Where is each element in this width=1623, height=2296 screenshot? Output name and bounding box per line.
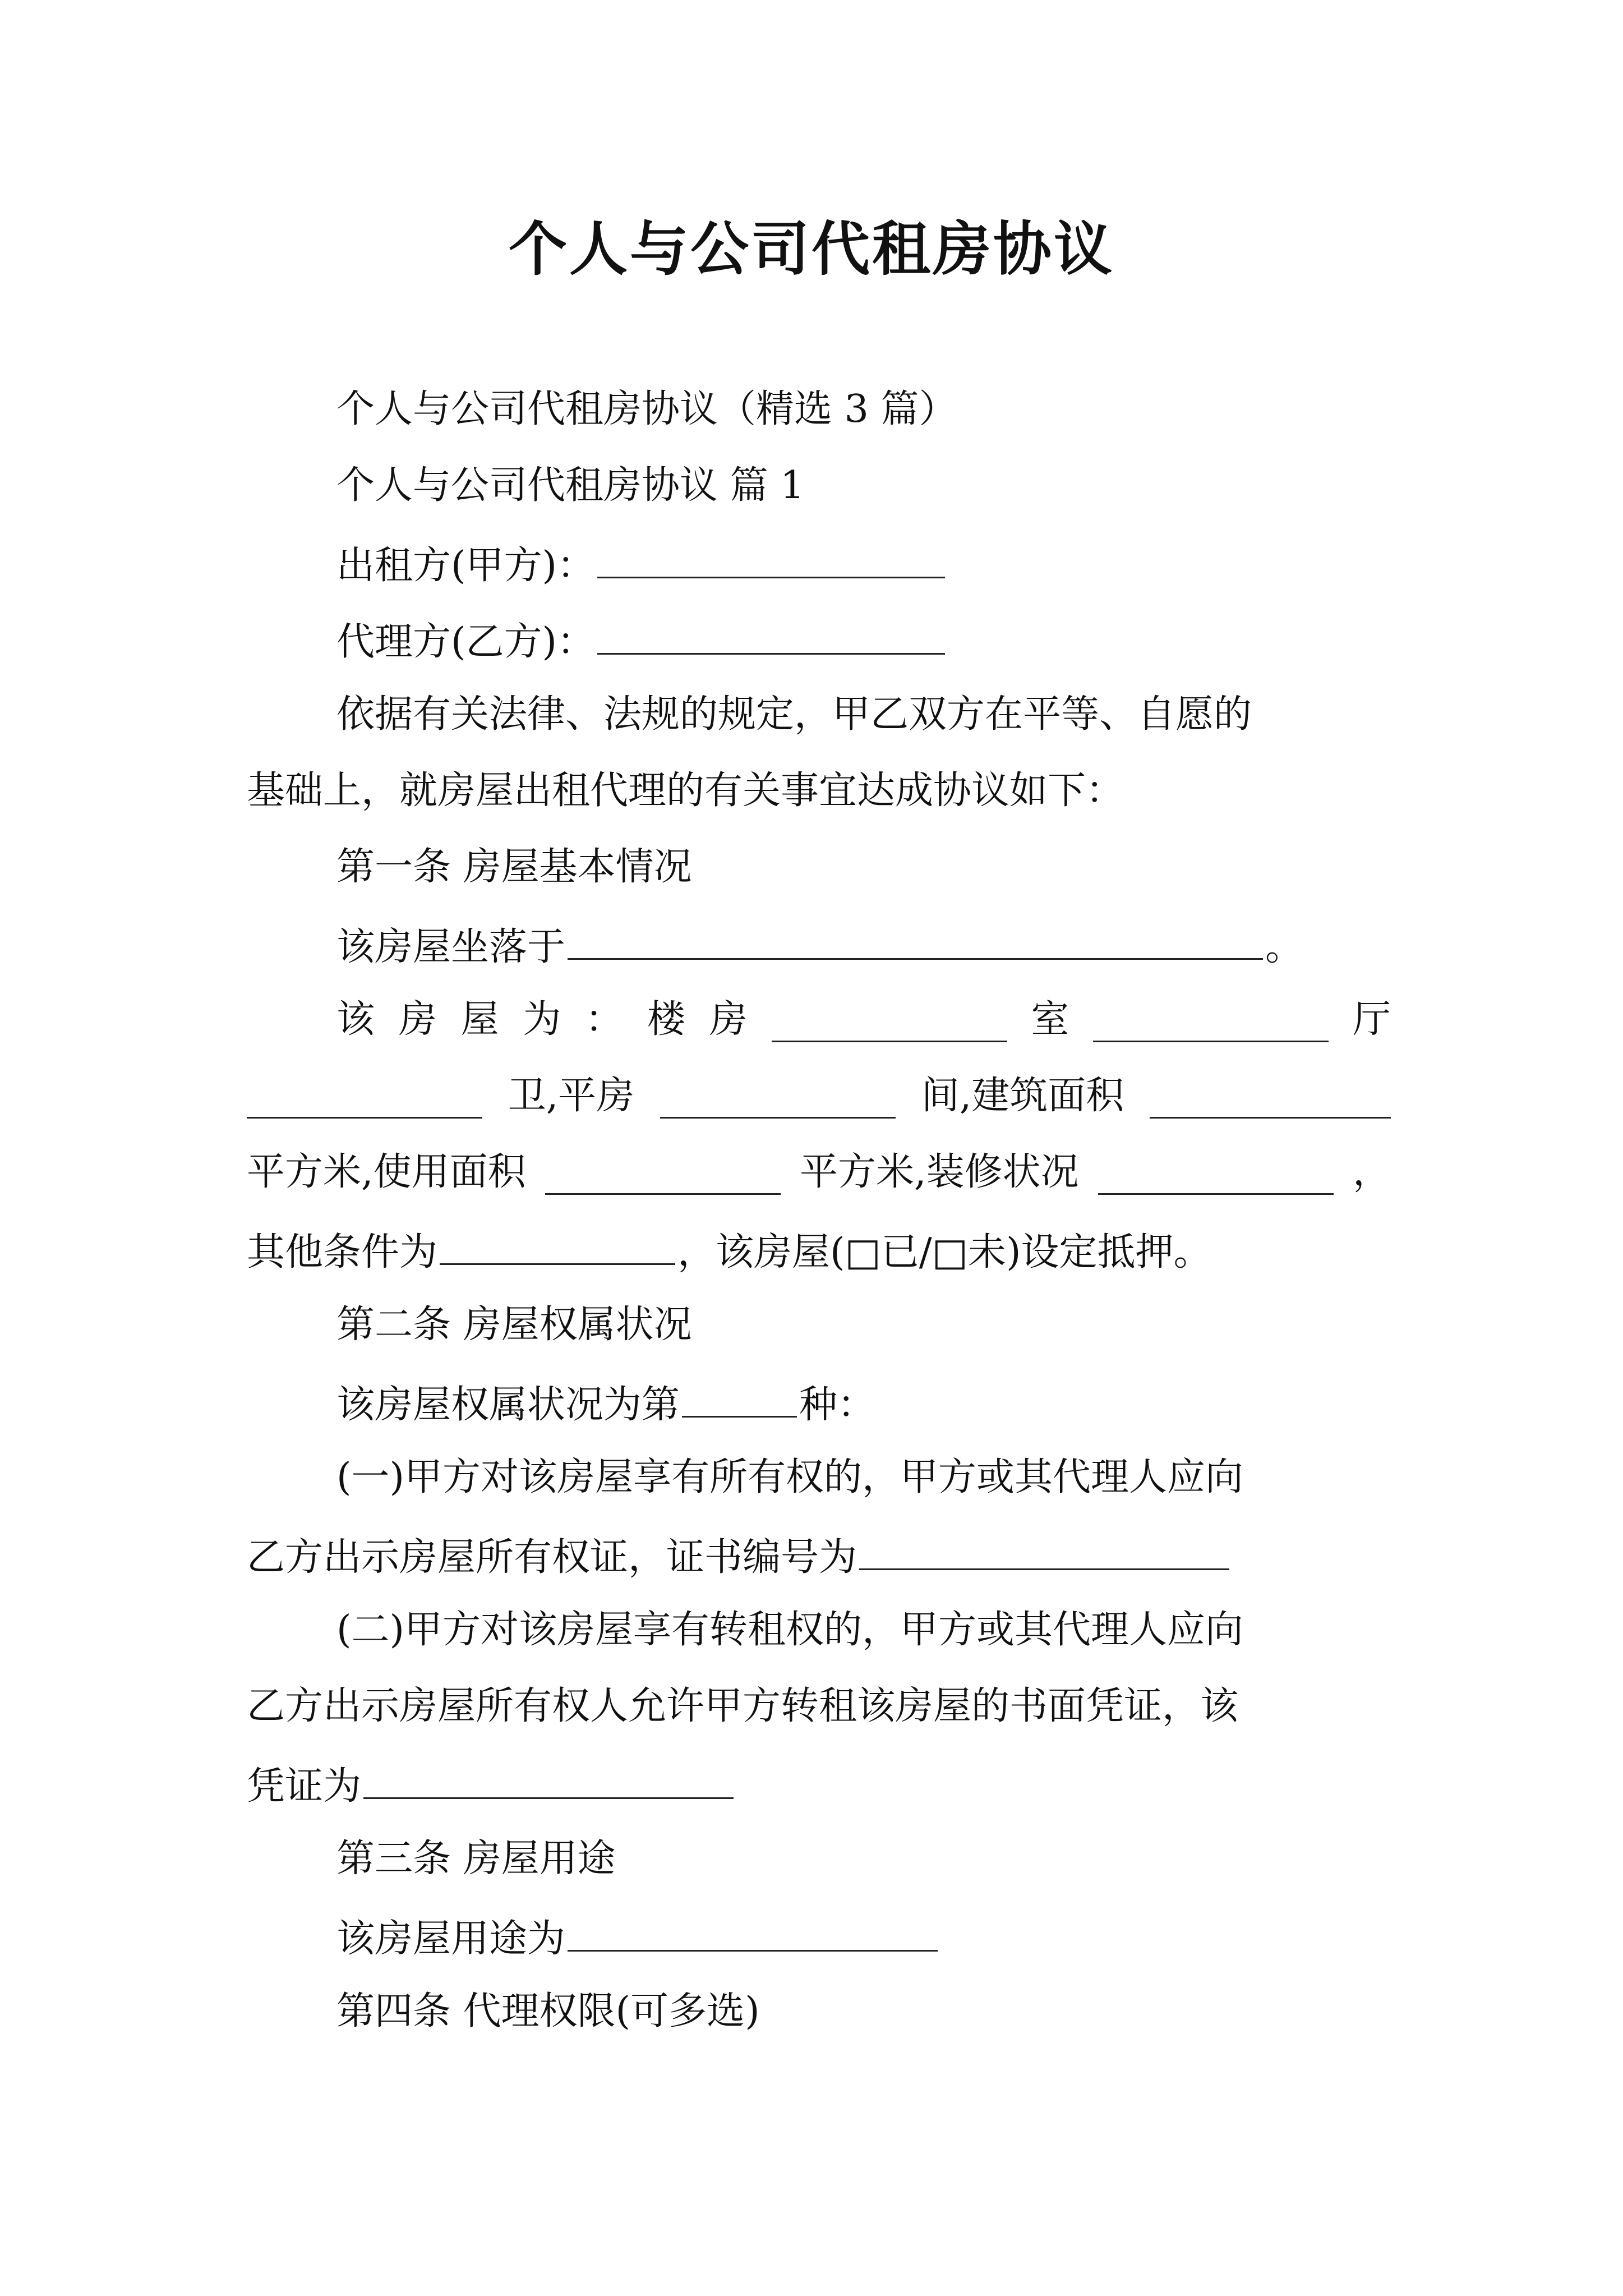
lessor-label: 出租方(甲方)： — [336, 544, 596, 588]
mortgage-text: ，该房屋(□已/□未)设定抵押。 — [677, 1230, 1212, 1274]
location-line — [336, 921, 1391, 970]
sublease-line-3 — [247, 1760, 1391, 1809]
sublease-line-2: 乙方出示房屋所有权人允许甲方转租该房屋的书面凭证，该 — [247, 1684, 1239, 1728]
floor-area-label: 间,建筑面积 — [921, 1074, 1124, 1118]
hall-label: 厅 — [1352, 997, 1391, 1042]
house-type-char: 房 — [398, 997, 437, 1042]
floor-area-blank — [1150, 1080, 1391, 1119]
house-type-char: 该 — [336, 997, 375, 1042]
room-label: 室 — [1031, 997, 1069, 1042]
intro-line-1: 依据有关法律、法规的规定，甲乙双方在平等、自愿的 — [336, 692, 1252, 737]
location-label: 该房屋坐落于 — [336, 925, 566, 969]
voucher-label: 凭证为 — [247, 1764, 362, 1809]
document-subtitle: 个人与公司代租房协议（精选 3 篇） — [336, 387, 957, 431]
house-type-char: ： — [585, 997, 624, 1042]
hall-count-blank — [1093, 1004, 1329, 1042]
lessor-line — [336, 540, 1391, 588]
bath-count-blank — [247, 1080, 482, 1119]
agent-blank — [597, 616, 945, 655]
ownership-kind-line — [336, 1379, 1391, 1428]
house-type-char: 屋 — [460, 997, 499, 1042]
ownership-kind-suffix: 种： — [799, 1383, 876, 1427]
usage-line — [336, 1913, 1391, 1962]
house-type-line — [336, 997, 1391, 1042]
ownership-kind-label: 该房屋权属状况为第 — [336, 1383, 680, 1427]
house-type-char: 房 — [709, 997, 748, 1042]
usable-area-blank — [545, 1156, 781, 1195]
agent-label: 代理方(乙方)： — [336, 620, 596, 664]
sublease-line-1: (二)甲方对该房屋享有转租权的，甲方或其代理人应向 — [336, 1608, 1244, 1652]
other-label: 其他条件为 — [247, 1230, 438, 1274]
location-blank — [568, 921, 1263, 960]
usable-area-label: 平方米,使用面积 — [247, 1150, 526, 1194]
certificate-label: 乙方出示房屋所有权证，证书编号为 — [247, 1535, 857, 1580]
other-conditions-line — [247, 1226, 1391, 1275]
section-heading: 个人与公司代租房协议 篇 1 — [336, 463, 805, 508]
article-3-title: 第三条 房屋用途 — [336, 1837, 616, 1881]
room-count-blank — [772, 1004, 1007, 1042]
bath-area-line — [247, 1074, 1391, 1119]
article-4-title: 第四条 代理权限(可多选) — [336, 1989, 760, 2033]
usable-area-line — [247, 1150, 1391, 1195]
usage-blank — [568, 1913, 938, 1952]
voucher-blank — [363, 1760, 734, 1799]
document-title: 个人与公司代租房协议 — [508, 214, 1114, 283]
usage-label: 该房屋用途为 — [336, 1917, 566, 1961]
intro-line-2: 基础上，就房屋出租代理的有关事宜达成协议如下： — [247, 769, 1124, 813]
article-2-title: 第二条 房屋权属状况 — [336, 1303, 692, 1347]
ownership-line-2 — [247, 1531, 1391, 1580]
house-type-char: 为 — [523, 997, 561, 1042]
house-type-char: 楼 — [647, 997, 685, 1042]
ownership-line-1: (一)甲方对该房屋享有所有权的，甲方或其代理人应向 — [336, 1455, 1244, 1499]
agent-line — [336, 616, 1391, 665]
comma: ， — [1352, 1150, 1391, 1194]
lessor-blank — [597, 540, 945, 578]
location-period: 。 — [1265, 925, 1304, 969]
bungalow-count-blank — [660, 1080, 896, 1119]
ownership-kind-blank — [682, 1379, 797, 1418]
decoration-blank — [1098, 1156, 1334, 1195]
decoration-label: 平方米,装修状况 — [799, 1150, 1079, 1194]
certificate-blank — [859, 1531, 1229, 1570]
article-1-title: 第一条 房屋基本情况 — [336, 845, 692, 889]
bath-label: 卫,平房 — [508, 1074, 635, 1118]
other-blank — [440, 1226, 675, 1265]
